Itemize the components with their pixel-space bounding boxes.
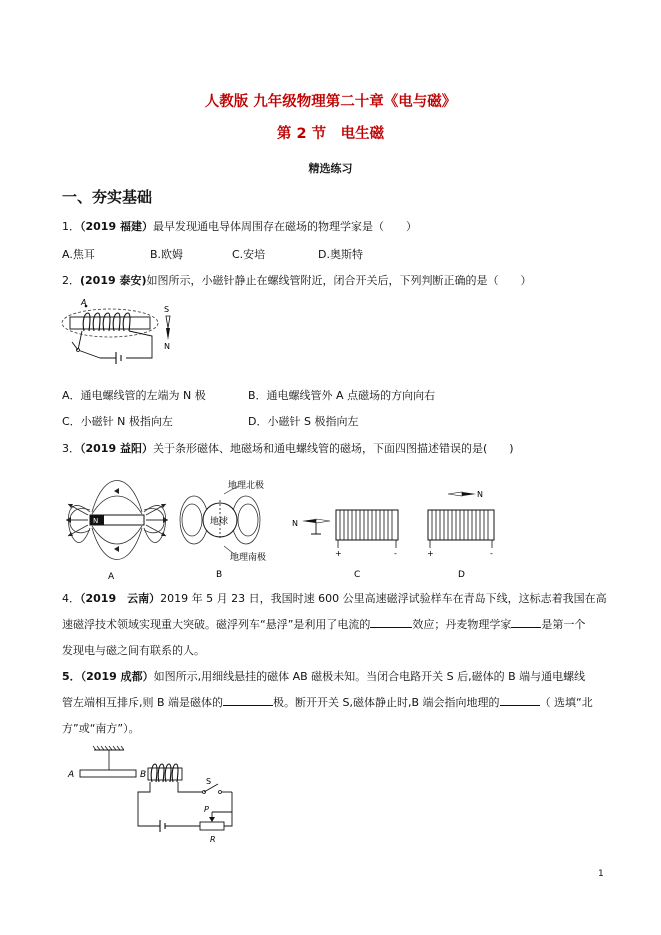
- q5-label-b: B: [140, 770, 147, 780]
- q2-option-d: D．小磁针 S 极指向左: [248, 415, 359, 428]
- q4-number: 4．: [62, 592, 80, 605]
- q2-solenoid-figure: [60, 298, 190, 370]
- q3b-earth-label: 地球: [210, 517, 229, 527]
- q2-label-a: A: [81, 298, 87, 307]
- q5-blank-2[interactable]: [500, 695, 540, 706]
- question-2: [62, 272, 532, 288]
- q5-label-r: R: [210, 835, 216, 844]
- q5-label-p: P: [204, 805, 209, 814]
- q4-line3: 发现电与磁之间有联系的人。: [62, 644, 205, 657]
- q2-label-s: S: [164, 305, 170, 314]
- q4-source: （2019 云南）: [80, 592, 161, 605]
- subtitle: 精选练习: [308, 162, 353, 175]
- q3c-minus: -: [394, 549, 397, 558]
- q4-blank-2[interactable]: [511, 617, 541, 628]
- q2-label-n: N: [164, 342, 170, 351]
- question-3: [62, 440, 514, 456]
- q3d-label-n: N: [477, 490, 483, 499]
- q5-line3: 方”或“南方”）。: [62, 722, 140, 735]
- q3-figure-c: [290, 490, 420, 580]
- q4-blank-1[interactable]: [370, 617, 412, 628]
- page-number: 1: [598, 869, 604, 879]
- q1-number: 1．: [62, 220, 80, 233]
- q4-line2: [62, 616, 585, 632]
- document-title: 人教版 九年级物理第二十章《电与磁》: [204, 94, 457, 110]
- q3-caption-d: D: [458, 570, 465, 580]
- q5-number: 5．: [62, 670, 81, 683]
- q5-circuit-figure: [64, 746, 244, 844]
- q3-figure-b: [180, 476, 290, 580]
- q2-option-c: C．小磁针 N 极指向左: [62, 415, 173, 428]
- q2-option-a: A．通电螺线管的左端为 N 极: [62, 389, 206, 402]
- q3-figure-d: [420, 484, 530, 580]
- q1-source: （2019 福建）: [80, 220, 153, 233]
- q3c-plus: +: [335, 549, 342, 558]
- q3b-geo-south: 地理南极: [230, 553, 267, 563]
- question-4: [62, 590, 607, 606]
- q4-line2-b: 效应；丹麦物理学家: [412, 618, 512, 631]
- q3b-geo-north: 地理北极: [228, 481, 265, 491]
- section-title: 第 2 节 电生磁: [276, 126, 385, 142]
- q1-option-c: C.安培: [232, 248, 266, 261]
- q5-line2: [62, 694, 593, 710]
- q3-caption-c: C: [354, 570, 361, 580]
- q3a-pole-n: N: [93, 517, 99, 525]
- q5-line1: 如图所示,用细线悬挂的磁体 AB 磁极未知。当闭合电路开关 S 后,磁体的 B 端与通电螺线: [153, 670, 586, 683]
- q5-line2-c: （ 选填“北: [539, 696, 593, 709]
- q4-line2-c: 是第一个: [541, 618, 586, 631]
- q2-number: 2．: [62, 274, 80, 287]
- question-5: [62, 668, 585, 684]
- q5-line2-a: 管左端相互排斥,则 B 端是磁体的: [62, 696, 224, 709]
- q3c-label-n: N: [292, 519, 298, 528]
- q1-option-a: A.焦耳: [62, 248, 95, 261]
- q1-option-d: D.奥斯特: [318, 248, 363, 261]
- q5-line2-b: 极。断开开关 S,磁体静止时,B 端会指向地理的: [273, 696, 500, 709]
- q3-number: 3．: [62, 442, 80, 455]
- q2-option-b: B．通电螺线管外 A 点磁场的方向向右: [248, 389, 436, 402]
- q5-label-s: S: [206, 777, 212, 786]
- q5-source: （2019 成都）: [80, 670, 154, 683]
- q3-source: （2019 益阳）: [80, 442, 153, 455]
- q2-source: (2019 泰安): [80, 274, 147, 287]
- q1-stem: 最早发现通电导体周围存在磁场的物理学家是（ ）: [152, 220, 417, 233]
- q4-line2-a: 速磁浮技术领域实现重大突破。磁浮列车“悬浮”是利用了电流的: [62, 618, 371, 631]
- q3-caption-b: B: [216, 570, 223, 580]
- q1-option-b: B.欧姆: [150, 248, 184, 261]
- question-1: [62, 218, 417, 234]
- q5-label-a: A: [68, 770, 75, 780]
- q3-caption-a: A: [108, 572, 115, 582]
- q4-line1: 2019 年 5 月 23 日，我国时速 600 公里高速磁浮试验样车在青岛下线，这标志着我国在高: [160, 592, 607, 605]
- q3d-plus: +: [427, 549, 434, 558]
- q2-stem: 如图所示，小磁针静止在螺线管附近，闭合开关后，下列判断正确的是（ ）: [146, 274, 532, 287]
- q3-figure-a: [62, 470, 172, 580]
- q5-blank-1[interactable]: [223, 695, 273, 706]
- q3d-minus: -: [490, 549, 493, 558]
- q3-stem: 关于条形磁体、地磁场和通电螺线管的磁场，下面四图描述错误的是( ): [152, 442, 514, 455]
- part-heading: 一、夯实基础: [62, 188, 153, 206]
